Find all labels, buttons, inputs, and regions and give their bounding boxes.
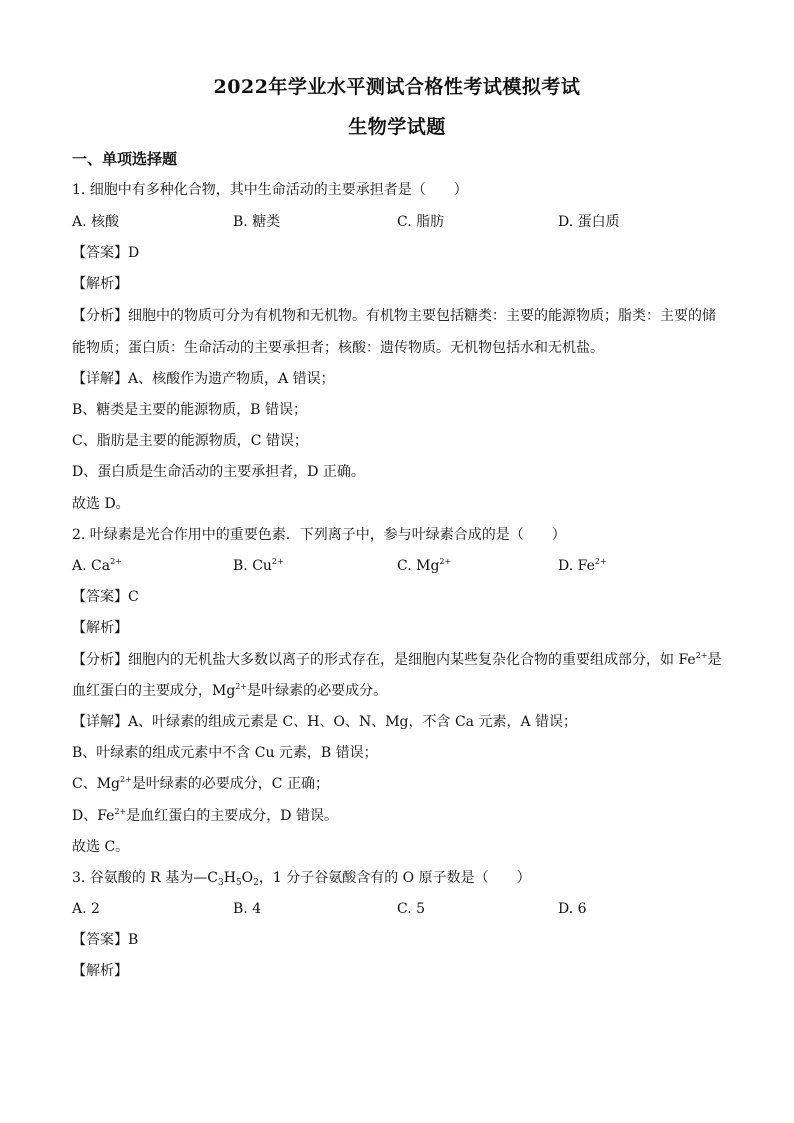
fenxi-text: 细胞中的物质可分为有机物和无机物。有机物主要包括糖类：主要的能源物质；脂类：主要的储 (128, 308, 716, 324)
q2-option-b (233, 556, 284, 576)
q3-option-d: D. 6 (558, 901, 587, 917)
q2-option-a (72, 556, 122, 576)
q1-fenxi-line1 (72, 306, 722, 326)
document-subtitle: 生物学试题 (348, 116, 446, 138)
fenxi-text: 是叶绿素的必要成分。 (247, 683, 388, 699)
q1-answer (72, 243, 722, 263)
xiangjie-label: 【详解】 (72, 371, 128, 387)
detail-text: C、Mg (72, 776, 121, 792)
answer-label: 【答案】 (72, 589, 128, 605)
q3-analysis-label: 【解析】 (72, 963, 128, 979)
q1-analysis-label: 【解析】 (72, 276, 128, 292)
q2-option-d (558, 556, 607, 576)
superscript: 2+ (594, 557, 607, 566)
stem-text: H (223, 870, 236, 886)
q3-option-c: C. 5 (397, 901, 426, 917)
fenxi-text: 细胞内的无机盐大多数以离子的形式存在，是细胞内某些复杂化合物的重要组成部分，如 Fe (128, 652, 696, 668)
detail-text: A、叶绿素的组成元素是 C、H、O、N、Mg，不含 Ca 元素，A 错误； (128, 714, 578, 730)
q3-option-b: B. 4 (233, 901, 262, 917)
question-1-stem: 1. 细胞中有多种化合物，其中生命活动的主要承担者是（ ） (72, 182, 468, 198)
detail-text: 是叶绿素的必要成分，C 正确； (131, 776, 329, 792)
q2-fenxi-line1 (72, 650, 722, 670)
fenxi-text: 是 (707, 652, 722, 668)
q2-option-c (397, 556, 451, 576)
fenxi-label: 【分析】 (72, 308, 128, 324)
q1-fenxi-line2: 能物质；蛋白质：生命活动的主要承担者；核酸：遗传物质。无机物包括水和无机盐。 (72, 340, 604, 356)
answer-value: C (128, 589, 139, 605)
answer-value: B (128, 932, 139, 948)
q1-detail-a (72, 369, 722, 389)
q2-analysis-label: 【解析】 (72, 620, 128, 636)
superscript: 2+ (110, 557, 122, 566)
fenxi-text: 血红蛋白的主要成分，Mg (72, 683, 236, 699)
q2-detail-c (72, 774, 722, 794)
q1-option-a: A. 核酸 (72, 214, 120, 230)
answer-label: 【答案】 (72, 932, 128, 948)
q1-detail-c: C、脂肪是主要的能源物质，C 错误； (72, 433, 308, 449)
q3-answer (72, 930, 722, 950)
answer-value: D (128, 245, 140, 261)
q1-option-c: C. 脂肪 (397, 214, 445, 230)
option-text: C. Mg (397, 558, 440, 574)
stem-text: ，1 分子谷氨酸含有的 O 原子数是（ ） (258, 870, 531, 886)
superscript: 2+ (114, 807, 127, 816)
q1-detail-d: D、蛋白质是生命活动的主要承担者，D 正确。 (72, 464, 365, 480)
section-title: 一、单项选择题 (72, 150, 178, 168)
superscript: 2+ (439, 557, 452, 566)
q2-fenxi-line2 (72, 681, 722, 701)
document-title: 2022年学业水平测试合格性考试模拟考试 (213, 76, 581, 98)
q1-choose: 故选 D。 (72, 496, 130, 512)
option-text: B. Cu (233, 558, 272, 574)
q2-choose: 故选 C。 (72, 839, 130, 855)
q2-detail-b: B、叶绿素的组成元素中不含 Cu 元素，B 错误； (72, 745, 378, 761)
superscript: 2+ (120, 775, 132, 784)
detail-text: A、核酸作为遗产物质，A 错误； (128, 371, 335, 387)
superscript: 2+ (271, 557, 284, 566)
q1-option-b: B. 糖类 (233, 214, 281, 230)
stem-text: O (241, 870, 254, 886)
q2-answer (72, 587, 722, 607)
xiangjie-label: 【详解】 (72, 714, 128, 730)
question-2-stem: 2. 叶绿素是光合作用中的重要色素．下列离子中，参与叶绿素合成的是（ ） (72, 527, 566, 543)
q3-option-a: A. 2 (72, 901, 100, 917)
option-text: A. Ca (72, 558, 111, 574)
q2-detail-d (72, 806, 722, 826)
answer-label: 【答案】 (72, 245, 128, 261)
detail-text: 是血红蛋白的主要成分，D 错误。 (126, 808, 338, 824)
question-3-stem (72, 868, 722, 888)
q1-detail-b: B、糖类是主要的能源物质，B 错误； (72, 402, 308, 418)
detail-text: D、Fe (72, 808, 115, 824)
option-text: D. Fe (558, 558, 595, 574)
q1-option-d: D. 蛋白质 (558, 214, 620, 230)
subscript: 3 (217, 878, 224, 888)
superscript: 2+ (695, 651, 708, 660)
subscript: 2 (253, 878, 259, 888)
stem-text: 3. 谷氨酸的 R 基为—C (72, 870, 218, 886)
fenxi-label: 【分析】 (72, 652, 128, 668)
superscript: 2+ (235, 682, 248, 691)
q2-detail-a (72, 712, 722, 732)
subscript: 5 (235, 878, 242, 888)
